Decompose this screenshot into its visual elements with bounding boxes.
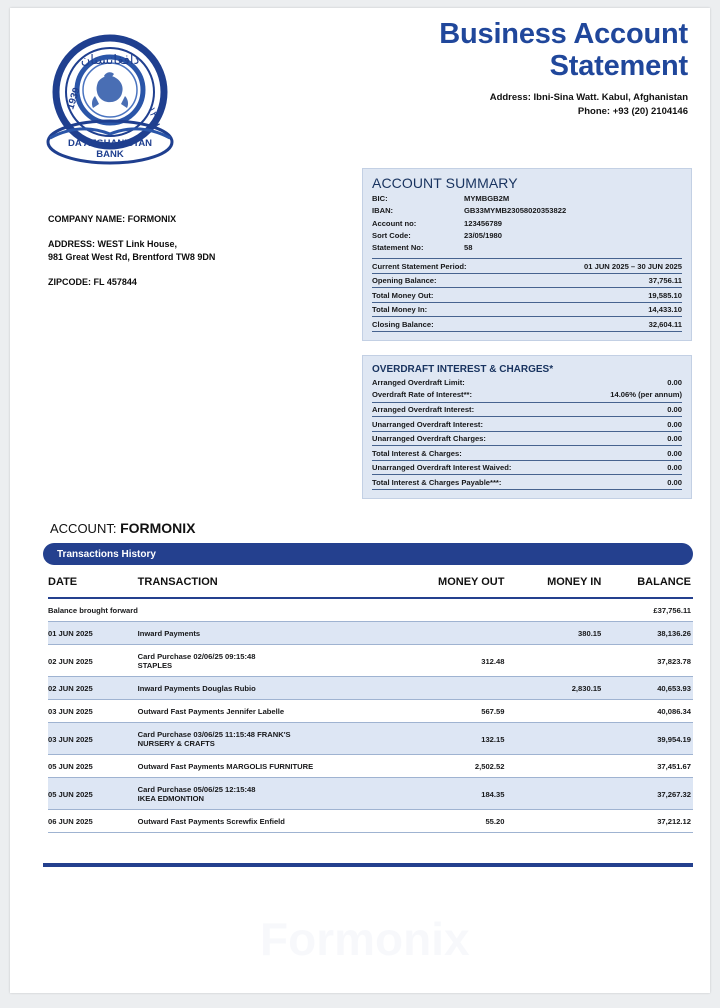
document-title-line1: Business Account [439, 18, 688, 50]
row-description-line2: STAPLES [137, 661, 173, 670]
account-summary-rows [372, 258, 682, 332]
balance-brought-forward-label: Balance brought forward [48, 598, 601, 622]
summary-field [372, 193, 682, 205]
account-label-prefix: ACCOUNT: [50, 521, 117, 536]
account-label-name: FORMONIX [120, 520, 196, 536]
customer-details [48, 213, 215, 289]
row-date: 03 JUN 2025 [48, 700, 138, 723]
svg-text:DA AFGHANISTAN: DA AFGHANISTAN [67, 138, 153, 149]
customer-company-name: COMPANY NAME: FORMONIX [48, 214, 177, 224]
table-row [48, 677, 693, 700]
summary-row-value: 14,433.10 [648, 305, 682, 315]
row-balance: 37,451.67 [601, 755, 693, 778]
row-money-out [397, 622, 504, 645]
customer-zipcode: ZIPCODE: FL 457844 [48, 276, 137, 287]
row-date: 02 JUN 2025 [48, 677, 138, 700]
row-date: 02 JUN 2025 [48, 645, 138, 677]
balance-brought-forward-row [48, 598, 693, 622]
row-money-in [504, 700, 601, 723]
overdraft-rows [372, 402, 682, 490]
row-date: 03 JUN 2025 [48, 723, 138, 755]
transactions-history-banner-label: Transactions History [57, 548, 156, 560]
table-row [48, 778, 693, 810]
overdraft-row [372, 431, 682, 446]
svg-text:BANK: BANK [96, 149, 124, 160]
column-header-balance: BALANCE [601, 570, 693, 598]
title-block [328, 18, 688, 118]
summary-row-value: 19,585.10 [648, 290, 682, 300]
table-row [48, 700, 693, 723]
bank-address: Address: Ibni-Sina Watt. Kabul, Afghanistan [489, 91, 688, 103]
column-header-money-out: MONEY OUT [397, 570, 504, 598]
overdraft-plain-row [372, 377, 682, 389]
overdraft-row-value: 14.06% (per annum) [610, 390, 682, 400]
summary-field-label: IBAN: [372, 206, 394, 216]
row-money-out: 184.35 [397, 778, 504, 810]
row-description-line1: Inward Payments [137, 629, 201, 638]
summary-row-label: Current Statement Period: [372, 261, 467, 271]
row-balance: 39,954.19 [601, 723, 693, 755]
overdraft-row-label: Unarranged Overdraft Interest: [372, 419, 483, 429]
overdraft-row-label: Arranged Overdraft Limit: [372, 377, 465, 387]
summary-field [372, 242, 682, 254]
overdraft-row-label: Unarranged Overdraft Charges: [372, 434, 486, 444]
row-description [138, 645, 398, 677]
row-balance: 38,136.26 [601, 622, 693, 645]
table-row [48, 755, 693, 778]
row-money-in [504, 723, 601, 755]
summary-row-label: Total Money Out: [372, 290, 434, 300]
summary-field-value: MYMBGB2M [464, 194, 510, 203]
overdraft-row [372, 402, 682, 417]
account-summary-panel [362, 168, 692, 341]
table-row [48, 622, 693, 645]
table-row [48, 723, 693, 755]
summary-row [372, 258, 682, 273]
overdraft-panel [362, 355, 692, 499]
row-money-out: 132.15 [397, 723, 504, 755]
row-money-out: 312.48 [397, 645, 504, 677]
overdraft-row-label: Overdraft Rate of Interest**: [372, 390, 473, 400]
summary-panels [362, 168, 692, 499]
overdraft-row-value: 0.00 [667, 463, 682, 473]
bank-phone: Phone: +93 (20) 2104146 [577, 105, 688, 117]
overdraft-row [372, 416, 682, 431]
account-summary-fields [372, 193, 682, 254]
transactions-history-banner [43, 543, 693, 565]
summary-field-value: 23/05/1980 [464, 230, 503, 240]
overdraft-row [372, 445, 682, 460]
overdraft-row-value: 0.00 [667, 405, 682, 415]
summary-row-label: Total Money In: [372, 305, 428, 315]
row-description-line1: Outward Fast Payments Screwfix Enfield [137, 817, 285, 826]
row-balance: 37,267.32 [601, 778, 693, 810]
row-money-in [504, 810, 601, 833]
overdraft-row-label: Unarranged Overdraft Interest Waived: [372, 463, 512, 473]
overdraft-row-value: 0.00 [667, 448, 682, 458]
row-money-out: 567.59 [397, 700, 504, 723]
row-balance: 40,086.34 [601, 700, 693, 723]
transactions-table-head [48, 570, 693, 598]
balance-brought-forward-value: £37,756.11 [601, 598, 693, 622]
document-title-line2: Statement [549, 50, 688, 83]
overdraft-plain-row [372, 389, 682, 401]
row-description-line2: NURSERY & CRAFTS [137, 739, 215, 748]
row-description-line1: Card Purchase 02/06/25 09:15:48 [137, 652, 256, 661]
summary-field-label: Statement No: [372, 243, 424, 253]
row-description [138, 755, 398, 778]
overdraft-row [372, 474, 682, 490]
row-description [138, 700, 398, 723]
overdraft-row-label: Arranged Overdraft Interest: [372, 405, 475, 415]
page-watermark [260, 905, 690, 975]
summary-row [372, 302, 682, 317]
table-closing-bar [43, 863, 693, 867]
summary-row [372, 273, 682, 288]
row-money-out [397, 677, 504, 700]
row-date: 01 JUN 2025 [48, 622, 138, 645]
summary-row-label: Opening Balance: [372, 276, 437, 286]
summary-field [372, 218, 682, 230]
row-balance: 40,653.93 [601, 677, 693, 700]
row-description-line1: Inward Payments Douglas Rubio [137, 684, 256, 693]
row-description [138, 723, 398, 755]
summary-field [372, 230, 682, 242]
row-description [138, 810, 398, 833]
row-description-line1: Card Purchase 03/06/25 11:15:48 FRANK'S [137, 730, 291, 739]
svg-text:Formonix: Formonix [260, 913, 470, 965]
transactions-table-wrap [48, 570, 693, 833]
summary-row [372, 287, 682, 302]
row-balance: 37,823.78 [601, 645, 693, 677]
transactions-table-body [48, 598, 693, 833]
row-money-out: 55.20 [397, 810, 504, 833]
row-description-line1: Outward Fast Payments Jennifer Labelle [137, 707, 285, 716]
row-description-line2: IKEA EDMONTION [137, 794, 205, 803]
overdraft-row [372, 460, 682, 475]
customer-address-line2: 981 Great West Rd, Brentford TW8 9DN [48, 252, 216, 262]
row-date: 05 JUN 2025 [48, 778, 138, 810]
overdraft-title: OVERDRAFT INTEREST & CHARGES* [372, 363, 554, 375]
summary-row-value: 37,756.11 [648, 276, 682, 286]
document-title [328, 18, 688, 83]
overdraft-row-value: 0.00 [667, 419, 682, 429]
svg-text:دافغانستان: دافغانستان [80, 53, 140, 68]
overdraft-row-label: Total Interest & Charges: [372, 448, 462, 458]
summary-field-value: 123456789 [464, 218, 503, 228]
table-row [48, 645, 693, 677]
summary-row-value: 01 JUN 2025 – 30 JUN 2025 [584, 261, 682, 271]
summary-row-label: Closing Balance: [372, 319, 434, 329]
da-afghanistan-bank-logo [40, 30, 180, 170]
row-balance: 37,212.12 [601, 810, 693, 833]
row-description [138, 778, 398, 810]
row-money-out: 2,502.52 [397, 755, 504, 778]
column-header-date: DATE [48, 570, 138, 598]
customer-address-line1: ADDRESS: WEST Link House, [48, 238, 178, 249]
summary-field-value: 58 [464, 243, 473, 253]
column-header-transaction: TRANSACTION [138, 570, 398, 598]
row-description-line1: Card Purchase 05/06/25 12:15:48 [137, 785, 256, 794]
document-header [10, 8, 710, 158]
table-header-row [48, 570, 693, 598]
row-money-in [504, 778, 601, 810]
transactions-table [48, 570, 693, 833]
row-money-in: 2,830.15 [504, 677, 601, 700]
overdraft-row-value: 0.00 [667, 477, 682, 487]
svg-text:1939: 1939 [65, 86, 83, 111]
summary-field-label: Account no: [372, 218, 417, 228]
summary-field-label: Sort Code: [372, 230, 411, 240]
summary-field [372, 205, 682, 217]
summary-row [372, 316, 682, 332]
summary-row-value: 32,604.11 [648, 319, 682, 329]
overdraft-row-value: 0.00 [667, 377, 682, 387]
row-money-in: 380.15 [504, 622, 601, 645]
row-date: 05 JUN 2025 [48, 755, 138, 778]
summary-field-label: BIC: [372, 194, 388, 203]
table-row [48, 810, 693, 833]
row-description [138, 677, 398, 700]
row-money-in [504, 645, 601, 677]
row-date: 06 JUN 2025 [48, 810, 138, 833]
account-label [50, 520, 196, 536]
row-description-line1: Outward Fast Payments MARGOLIS FURNITURE [137, 762, 314, 771]
row-description [138, 622, 398, 645]
column-header-money-in: MONEY IN [504, 570, 601, 598]
svg-text:١٣١٨: ١٣١٨ [145, 105, 163, 130]
overdraft-row-value: 0.00 [667, 434, 682, 444]
overdraft-row-label: Total Interest & Charges Payable***: [372, 477, 502, 487]
account-summary-title: ACCOUNT SUMMARY [372, 175, 518, 191]
statement-page [10, 8, 710, 993]
summary-field-value: GB33MYMB23058020353822 [464, 206, 567, 216]
row-money-in [504, 755, 601, 778]
